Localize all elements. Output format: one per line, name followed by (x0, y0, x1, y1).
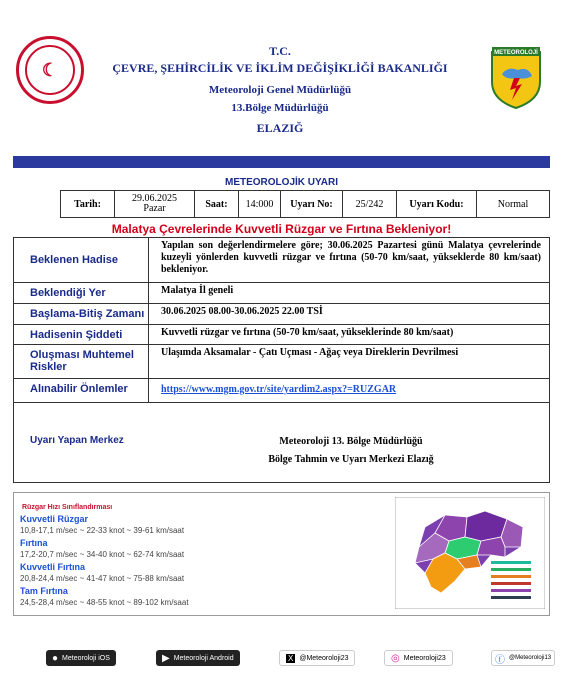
instagram-icon: ◎ (391, 652, 400, 664)
logo-text: METEOROLOJİ (494, 50, 538, 56)
table-row (14, 379, 549, 403)
row-label: Beklenen Hadise (14, 238, 149, 282)
table-row (14, 325, 549, 345)
classification-title: Rüzgar Hızı Sınıflandırması (22, 504, 113, 511)
class-value: 17,2-20,7 m/sec ~ 34-40 knot ~ 62-74 km/saat (20, 550, 185, 559)
issuing-center (149, 403, 549, 469)
warning-no-value: 25/242 (343, 191, 397, 217)
twitter-badge[interactable] (279, 649, 355, 667)
header-divider-bar (13, 156, 550, 168)
warning-code-label: Uyarı Kodu: (397, 191, 477, 217)
date-value: 29.06.2025 (132, 193, 177, 204)
date-cell (115, 191, 195, 217)
date-label: Tarih: (61, 191, 115, 217)
issuing-center-name: Meteoroloji 13. Bölge Müdürlüğü (279, 436, 423, 447)
region-map (395, 497, 545, 609)
class-value: 20,8-24,4 m/sec ~ 41-47 knot ~ 75-88 km/saat (20, 574, 185, 583)
android-app-badge[interactable] (156, 649, 240, 667)
x-icon: X (288, 653, 294, 663)
class-value: 10,8-17,1 m/sec ~ 22-33 knot ~ 39-61 km/saat (20, 526, 185, 535)
table-row (14, 283, 549, 304)
row-label: Hadisenin Şiddeti (14, 325, 149, 344)
row-label: Uyarı Yapan Merkez (30, 435, 124, 446)
row-value: 30.06.2025 08.00-30.06.2025 22.00 TSİ (161, 306, 323, 317)
header-region: 13.Bölge Müdürlüğü (231, 102, 329, 114)
time-label: Saat: (195, 191, 239, 217)
play-store-icon: ▶ (162, 652, 170, 664)
time-value: 14:000 (239, 191, 281, 217)
legend-swatch (491, 589, 531, 592)
row-value: Yapılan son değerlendirmelere göre; 30.06.2025 Pazartesi günü Malatya çevrelerinde kuzeyli yönlerden kuvvetli rüzgar ve fırtına (50-70 km/saat, yükseklerde 80 km/saat) bekleniyor. (161, 240, 541, 275)
instagram-handle: Meteoroloji23 (403, 654, 446, 662)
class-name: Kuvvetli Rüzgar (20, 514, 89, 524)
issuing-center-unit: Bölge Tahmin ve Uyarı Merkezi Elazığ (268, 454, 434, 465)
facebook-badge[interactable] (491, 649, 555, 667)
legend-swatch (491, 561, 531, 564)
warning-details-table (13, 237, 550, 483)
crescent-star-icon: ☾ (25, 45, 75, 95)
row-value: Kuvvetli rüzgar ve fırtına (50-70 km/saat, yükseklerinde 80 km/saat) (161, 327, 454, 338)
meteoroloji-logo (488, 44, 544, 110)
row-label: Oluşması Muhtemel Riskler (14, 345, 149, 378)
legend-swatch (491, 575, 531, 578)
legend-swatch (491, 568, 531, 571)
ios-label: Meteoroloji iOS (62, 654, 110, 662)
header-ministry: ÇEVRE, ŞEHİRCİLİK VE İKLİM DEĞİŞİKLİĞİ BAKANLIĞI (112, 61, 448, 75)
warning-code-value: Normal (497, 198, 529, 210)
row-value: Malatya İl geneli (161, 285, 234, 296)
table-row (14, 345, 549, 379)
table-row (14, 238, 549, 283)
day-value: Pazar (143, 203, 166, 214)
instagram-badge[interactable] (384, 649, 453, 667)
header-tc: T.C. (269, 44, 291, 58)
class-name: Fırtına (20, 538, 48, 548)
apple-icon: ● (52, 652, 59, 664)
row-label: Alınabilir Önlemler (14, 379, 149, 402)
warning-no-label: Uyarı No: (281, 191, 343, 217)
section-title: METEOROLOJİK UYARI (225, 177, 338, 188)
row-label: Beklendiği Yer (14, 283, 149, 303)
twitter-handle: @Meteoroloji23 (299, 654, 349, 662)
header-directorate: Meteoroloji Genel Müdürlüğü (208, 84, 352, 96)
ministry-logo (16, 36, 84, 104)
table-row (14, 403, 549, 482)
ios-app-badge[interactable] (46, 649, 116, 667)
class-value: 24,5-28,4 m/sec ~ 48-55 knot ~ 89-102 km/saat (20, 598, 189, 607)
class-name: Tam Fırtına (20, 586, 68, 596)
android-label: Meteoroloji Android (173, 654, 234, 662)
precautions-link[interactable]: https://www.mgm.gov.tr/site/yardim2.aspx?=RUZGAR (161, 384, 397, 395)
row-label: Başlama-Bitiş Zamanı (14, 304, 149, 324)
row-value: Ulaşımda Aksamalar - Çatı Uçması - Ağaç veya Direklerin Devrilmesi (161, 347, 459, 358)
warning-info-row (60, 190, 550, 218)
class-name: Kuvvetli Fırtına (20, 562, 86, 572)
header-city: ELAZIĞ (256, 121, 304, 135)
warning-title: Malatya Çevrelerinde Kuvvetli Rüzgar ve Fırtına Bekleniyor! (111, 222, 452, 236)
table-row (14, 304, 549, 325)
facebook-icon: ⓕ (495, 654, 505, 666)
facebook-handle: @Meteoroloji13 (509, 655, 552, 661)
legend-swatch (491, 596, 531, 599)
legend-swatch (491, 582, 531, 585)
